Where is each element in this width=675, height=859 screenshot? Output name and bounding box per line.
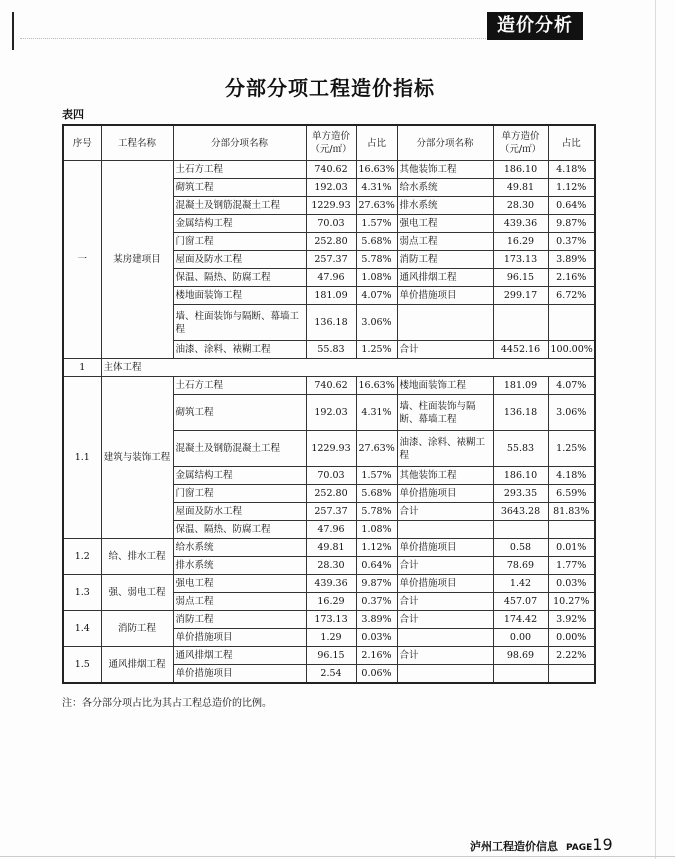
project-name-cell: 建筑与装饰工程 xyxy=(101,377,173,539)
share-cell: 2.16% xyxy=(548,269,595,287)
column-header: 工程名称 xyxy=(101,125,173,161)
item-name-cell: 门窗工程 xyxy=(173,485,306,503)
item-name-cell: 合计 xyxy=(397,503,493,521)
table-row xyxy=(63,377,595,395)
section-row xyxy=(63,359,595,377)
item-name-cell: 楼地面装饰工程 xyxy=(397,377,493,395)
unit-cost-cell: 47.96 xyxy=(306,521,356,539)
share-cell xyxy=(548,665,595,684)
share-cell: 1.12% xyxy=(356,539,397,557)
item-name-cell: 单价措施项目 xyxy=(397,485,493,503)
cost-index-table xyxy=(62,124,596,684)
share-cell: 3.92% xyxy=(548,611,595,629)
item-name-cell: 保温、隔热、防腐工程 xyxy=(173,269,306,287)
table-label: 表四 xyxy=(62,108,84,121)
share-cell xyxy=(548,305,595,341)
header-rule xyxy=(20,38,490,39)
unit-cost-cell: 293.35 xyxy=(493,485,548,503)
unit-cost-cell: 78.69 xyxy=(493,557,548,575)
item-name-cell: 油漆、涂料、裱糊工程 xyxy=(397,431,493,467)
sequence-cell: 1.2 xyxy=(63,539,101,575)
project-name-cell: 通风排烟工程 xyxy=(101,647,173,684)
unit-cost-cell: 192.03 xyxy=(306,179,356,197)
item-name-cell: 排水系统 xyxy=(397,197,493,215)
unit-cost-cell: 174.42 xyxy=(493,611,548,629)
unit-cost-cell: 181.09 xyxy=(306,287,356,305)
share-cell: 1.12% xyxy=(548,179,595,197)
share-cell: 9.87% xyxy=(356,575,397,593)
item-name-cell xyxy=(397,521,493,539)
unit-cost-cell: 257.37 xyxy=(306,503,356,521)
unit-cost-cell: 257.37 xyxy=(306,251,356,269)
share-cell: 6.59% xyxy=(548,485,595,503)
item-name-cell: 油漆、涂料、裱糊工程 xyxy=(173,341,306,359)
item-name-cell: 合计 xyxy=(397,557,493,575)
share-cell: 5.68% xyxy=(356,233,397,251)
column-header: 占比 xyxy=(356,125,397,161)
item-name-cell: 消防工程 xyxy=(397,251,493,269)
item-name-cell: 砌筑工程 xyxy=(173,179,306,197)
item-name-cell: 混凝土及钢筋混凝土工程 xyxy=(173,431,306,467)
item-name-cell: 给水系统 xyxy=(173,539,306,557)
unit-cost-cell: 186.10 xyxy=(493,467,548,485)
column-header: 序号 xyxy=(63,125,101,161)
item-name-cell: 单价措施项目 xyxy=(173,665,306,684)
share-cell: 16.63% xyxy=(356,161,397,179)
sequence-cell: 1.1 xyxy=(63,377,101,539)
page-number: 19 xyxy=(592,835,613,854)
share-cell: 1.08% xyxy=(356,521,397,539)
unit-cost-cell: 4452.16 xyxy=(493,341,548,359)
unit-cost-cell: 252.80 xyxy=(306,233,356,251)
table-note: 注：各分部分项占比为其占工程总造价的比例。 xyxy=(62,698,272,709)
unit-cost-cell: 2.54 xyxy=(306,665,356,684)
sequence-cell: 一 xyxy=(63,161,101,359)
item-name-cell: 消防工程 xyxy=(173,611,306,629)
item-name-cell: 合计 xyxy=(397,647,493,665)
share-cell: 1.57% xyxy=(356,215,397,233)
item-name-cell: 合计 xyxy=(397,341,493,359)
share-cell: 4.18% xyxy=(548,467,595,485)
share-cell: 3.89% xyxy=(356,611,397,629)
share-cell: 5.68% xyxy=(356,485,397,503)
item-name-cell: 单价措施项目 xyxy=(397,539,493,557)
share-cell: 81.83% xyxy=(548,503,595,521)
footer xyxy=(470,835,613,854)
table-row xyxy=(63,539,595,557)
share-cell: 0.64% xyxy=(548,197,595,215)
item-name-cell: 强电工程 xyxy=(397,215,493,233)
unit-cost-cell: 0.58 xyxy=(493,539,548,557)
unit-cost-cell: 1.42 xyxy=(493,575,548,593)
unit-cost-cell: 96.15 xyxy=(493,269,548,287)
page-title: 分部分项工程造价指标 xyxy=(225,76,435,100)
unit-cost-cell: 740.62 xyxy=(306,161,356,179)
share-cell: 10.27% xyxy=(548,593,595,611)
column-header: 分部分项名称 xyxy=(173,125,306,161)
sequence-cell: 1.4 xyxy=(63,611,101,647)
unit-cost-cell: 740.62 xyxy=(306,377,356,395)
item-name-cell: 屋面及防水工程 xyxy=(173,251,306,269)
item-name-cell: 保温、隔热、防腐工程 xyxy=(173,521,306,539)
share-cell: 27.63% xyxy=(356,431,397,467)
item-name-cell: 通风排烟工程 xyxy=(173,647,306,665)
column-header: 分部分项名称 xyxy=(397,125,493,161)
item-name-cell: 给水系统 xyxy=(397,179,493,197)
unit-cost-cell: 28.30 xyxy=(493,197,548,215)
item-name-cell: 墙、柱面装饰与隔断、幕墙工程 xyxy=(173,305,306,341)
share-cell: 27.63% xyxy=(356,197,397,215)
table-row xyxy=(63,647,595,665)
unit-cost-cell: 96.15 xyxy=(306,647,356,665)
sequence-cell: 1 xyxy=(63,359,101,377)
unit-cost-cell: 1229.93 xyxy=(306,197,356,215)
unit-cost-cell: 70.03 xyxy=(306,467,356,485)
item-name-cell: 金属结构工程 xyxy=(173,215,306,233)
share-cell: 0.03% xyxy=(548,575,595,593)
project-name-cell: 某房建项目 xyxy=(101,161,173,359)
unit-cost-cell: 439.36 xyxy=(306,575,356,593)
share-cell: 5.78% xyxy=(356,251,397,269)
table-row xyxy=(63,575,595,593)
item-name-cell xyxy=(397,629,493,647)
unit-cost-cell: 457.07 xyxy=(493,593,548,611)
section-name-cell: 主体工程 xyxy=(101,359,595,377)
share-cell: 1.25% xyxy=(548,431,595,467)
unit-cost-cell: 98.69 xyxy=(493,647,548,665)
share-cell: 5.78% xyxy=(356,503,397,521)
unit-cost-cell: 49.81 xyxy=(493,179,548,197)
share-cell: 3.06% xyxy=(548,395,595,431)
item-name-cell: 混凝土及钢筋混凝土工程 xyxy=(173,197,306,215)
share-cell: 0.06% xyxy=(356,665,397,684)
share-cell xyxy=(548,521,595,539)
unit-cost-cell xyxy=(493,665,548,684)
project-name-cell: 强、弱电工程 xyxy=(101,575,173,611)
share-cell: 100.00% xyxy=(548,341,595,359)
item-name-cell: 通风排烟工程 xyxy=(397,269,493,287)
unit-cost-cell: 49.81 xyxy=(306,539,356,557)
unit-cost-cell: 252.80 xyxy=(306,485,356,503)
unit-cost-cell xyxy=(493,521,548,539)
item-name-cell: 其他装饰工程 xyxy=(397,161,493,179)
item-name-cell: 其他装饰工程 xyxy=(397,467,493,485)
share-cell: 4.31% xyxy=(356,179,397,197)
item-name-cell: 金属结构工程 xyxy=(173,467,306,485)
item-name-cell: 强电工程 xyxy=(173,575,306,593)
share-cell: 2.22% xyxy=(548,647,595,665)
unit-cost-cell: 55.83 xyxy=(306,341,356,359)
header-row xyxy=(63,125,595,161)
share-cell: 3.89% xyxy=(548,251,595,269)
unit-cost-cell: 1.29 xyxy=(306,629,356,647)
project-name-cell: 给、排水工程 xyxy=(101,539,173,575)
share-cell: 0.03% xyxy=(356,629,397,647)
share-cell: 0.37% xyxy=(548,233,595,251)
share-cell: 6.72% xyxy=(548,287,595,305)
item-name-cell xyxy=(397,305,493,341)
item-name-cell: 墙、柱面装饰与隔断、幕墙工程 xyxy=(397,395,493,431)
share-cell: 0.64% xyxy=(356,557,397,575)
unit-cost-cell: 28.30 xyxy=(306,557,356,575)
item-name-cell: 单价措施项目 xyxy=(397,287,493,305)
item-name-cell: 土石方工程 xyxy=(173,161,306,179)
share-cell: 4.07% xyxy=(356,287,397,305)
sequence-cell: 1.5 xyxy=(63,647,101,684)
share-cell: 4.31% xyxy=(356,395,397,431)
share-cell: 2.16% xyxy=(356,647,397,665)
section-tag: 造价分析 xyxy=(487,12,583,40)
project-name-cell: 消防工程 xyxy=(101,611,173,647)
unit-cost-cell: 16.29 xyxy=(493,233,548,251)
table-row xyxy=(63,611,595,629)
share-cell: 0.01% xyxy=(548,539,595,557)
item-name-cell: 弱点工程 xyxy=(173,593,306,611)
item-name-cell: 门窗工程 xyxy=(173,233,306,251)
item-name-cell: 合计 xyxy=(397,611,493,629)
unit-cost-cell: 299.17 xyxy=(493,287,548,305)
share-cell: 3.06% xyxy=(356,305,397,341)
share-cell: 0.00% xyxy=(548,629,595,647)
unit-cost-cell: 186.10 xyxy=(493,161,548,179)
item-name-cell: 屋面及防水工程 xyxy=(173,503,306,521)
column-header: 单方造价 （元/㎡） xyxy=(306,125,356,161)
share-cell: 1.08% xyxy=(356,269,397,287)
unit-cost-cell: 439.36 xyxy=(493,215,548,233)
sequence-cell: 1.3 xyxy=(63,575,101,611)
unit-cost-cell: 55.83 xyxy=(493,431,548,467)
item-name-cell: 单价措施项目 xyxy=(397,575,493,593)
column-header: 占比 xyxy=(548,125,595,161)
unit-cost-cell: 136.18 xyxy=(493,395,548,431)
item-name-cell: 砌筑工程 xyxy=(173,395,306,431)
unit-cost-cell: 70.03 xyxy=(306,215,356,233)
publication-name: 泸州工程造价信息 xyxy=(470,840,558,853)
unit-cost-cell: 0.00 xyxy=(493,629,548,647)
unit-cost-cell: 192.03 xyxy=(306,395,356,431)
margin-bar xyxy=(12,12,14,50)
share-cell: 0.37% xyxy=(356,593,397,611)
unit-cost-cell xyxy=(493,305,548,341)
page-label: PAGE xyxy=(566,843,593,853)
item-name-cell: 弱点工程 xyxy=(397,233,493,251)
share-cell: 1.25% xyxy=(356,341,397,359)
item-name-cell: 单价措施项目 xyxy=(173,629,306,647)
item-name-cell: 排水系统 xyxy=(173,557,306,575)
share-cell: 1.77% xyxy=(548,557,595,575)
table-row xyxy=(63,161,595,179)
item-name-cell: 楼地面装饰工程 xyxy=(173,287,306,305)
unit-cost-cell: 3643.28 xyxy=(493,503,548,521)
unit-cost-cell: 1229.93 xyxy=(306,431,356,467)
share-cell: 9.87% xyxy=(548,215,595,233)
unit-cost-cell: 173.13 xyxy=(493,251,548,269)
unit-cost-cell: 136.18 xyxy=(306,305,356,341)
item-name-cell: 土石方工程 xyxy=(173,377,306,395)
share-cell: 4.18% xyxy=(548,161,595,179)
item-name-cell xyxy=(397,665,493,684)
unit-cost-cell: 16.29 xyxy=(306,593,356,611)
page-edge xyxy=(655,0,656,859)
unit-cost-cell: 181.09 xyxy=(493,377,548,395)
footer-rule xyxy=(0,856,675,857)
unit-cost-cell: 47.96 xyxy=(306,269,356,287)
share-cell: 16.63% xyxy=(356,377,397,395)
column-header: 单方造价 （元/㎡） xyxy=(493,125,548,161)
item-name-cell: 合计 xyxy=(397,593,493,611)
share-cell: 1.57% xyxy=(356,467,397,485)
unit-cost-cell: 173.13 xyxy=(306,611,356,629)
share-cell: 4.07% xyxy=(548,377,595,395)
